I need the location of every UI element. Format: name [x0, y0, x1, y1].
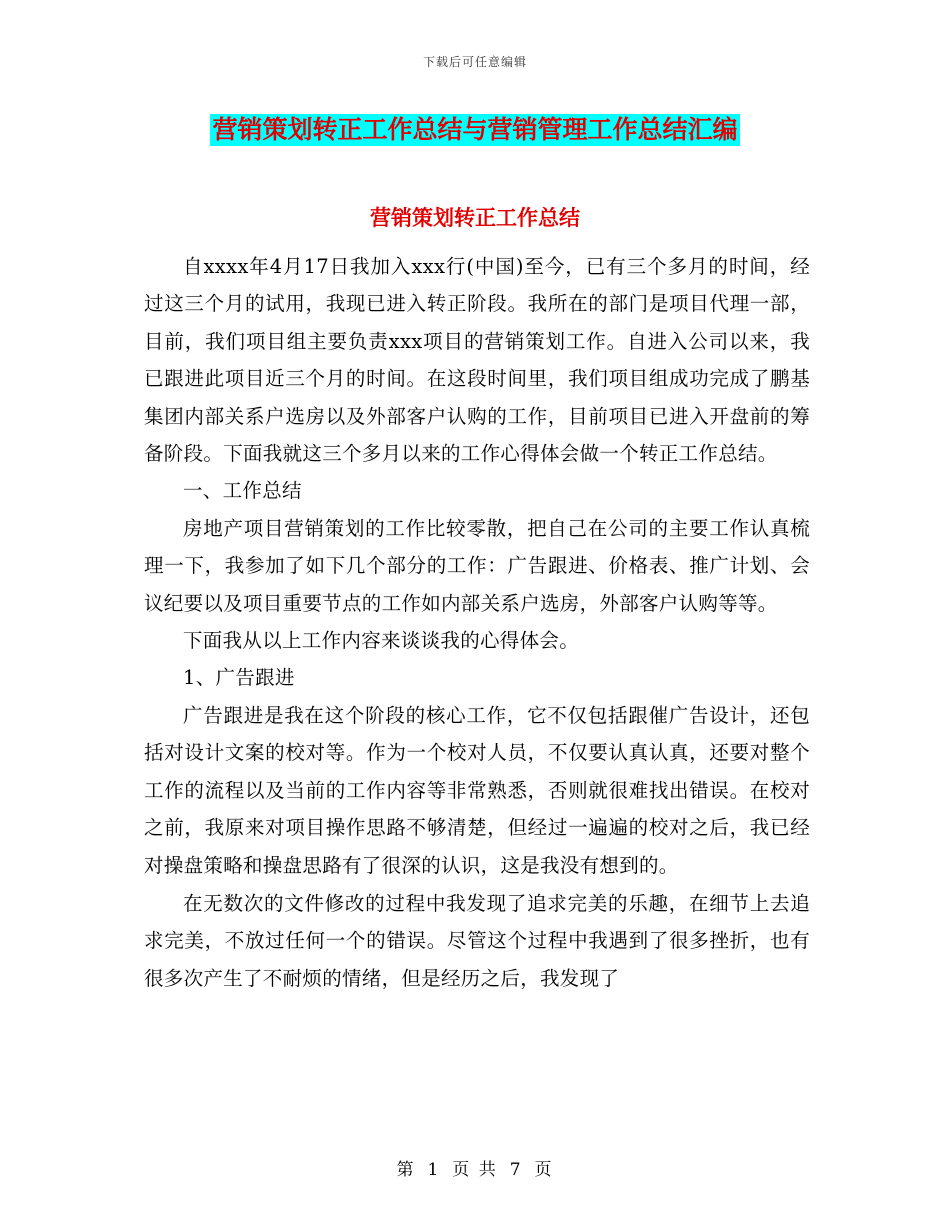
footer-mid: 页 共 — [452, 1160, 498, 1180]
page-footer — [0, 1155, 950, 1180]
paragraph-work-overview: 房地产项目营销策划的工作比较零散，把自己在公司的主要工作认真梳理一下，我参加了如下几个部分的工作：广告跟进、价格表、推广计划、会议纪要以及项目重要节点的工作如内部关系户选房，外部客户认购等等。 — [144, 516, 810, 615]
header-note: 下载后可任意编辑 — [422, 55, 527, 69]
document-title: 营销策划转正工作总结与营销管理工作总结汇编 — [212, 115, 738, 144]
page-total: 7 — [509, 1160, 523, 1180]
paragraph-intro: 自xxxx年4月17日我加入xxx行(中国)至今，已有三个多月的时间，经过这三个月的试用，我现已进入转正阶段。我所在的部门是项目代理一部，目前，我们项目组主要负责xxx项目的营销策划工作。自进入公司以来，我已跟进此项目近三个月的时间。在这段时间里，我们项目组成功完成了鹏基集团内部关系户选房以及外部客户认购的工作，目前项目已进入开盘前的筹备阶段。下面我就这三个多月以来的工作心得体会做一个转正工作总结。 — [144, 255, 810, 466]
paragraph-ad-followup: 广告跟进是我在这个阶段的核心工作，它不仅包括跟催广告设计，还包括对设计文案的校对等。作为一个校对人员，不仅要认真认真，还要对整个工作的流程以及当前的工作内容等非常熟悉，否则就很难找出错误。在校对之前，我原来对项目操作思路不够清楚，但经过一遍遍的校对之后，我已经对操盘策略和操盘思路有了很深的认识，这是我没有想到的。 — [144, 703, 810, 877]
document-title-wrap — [0, 114, 950, 146]
paragraph-revisions: 在无数次的文件修改的过程中我发现了追求完美的乐趣，在细节上去追求完美，不放过任何一个的错误。尽管这个过程中我遇到了很多挫折，也有很多次产生了不耐烦的情绪，但是经历之后，我发现了 — [144, 891, 810, 990]
heading-work-summary: 一、工作总结 — [183, 479, 302, 503]
document-body — [144, 248, 810, 997]
section-title: 营销策划转正工作总结 — [370, 206, 580, 230]
page-number: 1 — [427, 1160, 441, 1180]
footer-prefix: 第 — [396, 1160, 416, 1180]
heading-ad-followup: 1、广告跟进 — [183, 666, 295, 690]
footer-suffix: 页 — [534, 1160, 554, 1180]
paragraph-lead-in: 下面我从以上工作内容来谈谈我的心得体会。 — [183, 629, 580, 653]
